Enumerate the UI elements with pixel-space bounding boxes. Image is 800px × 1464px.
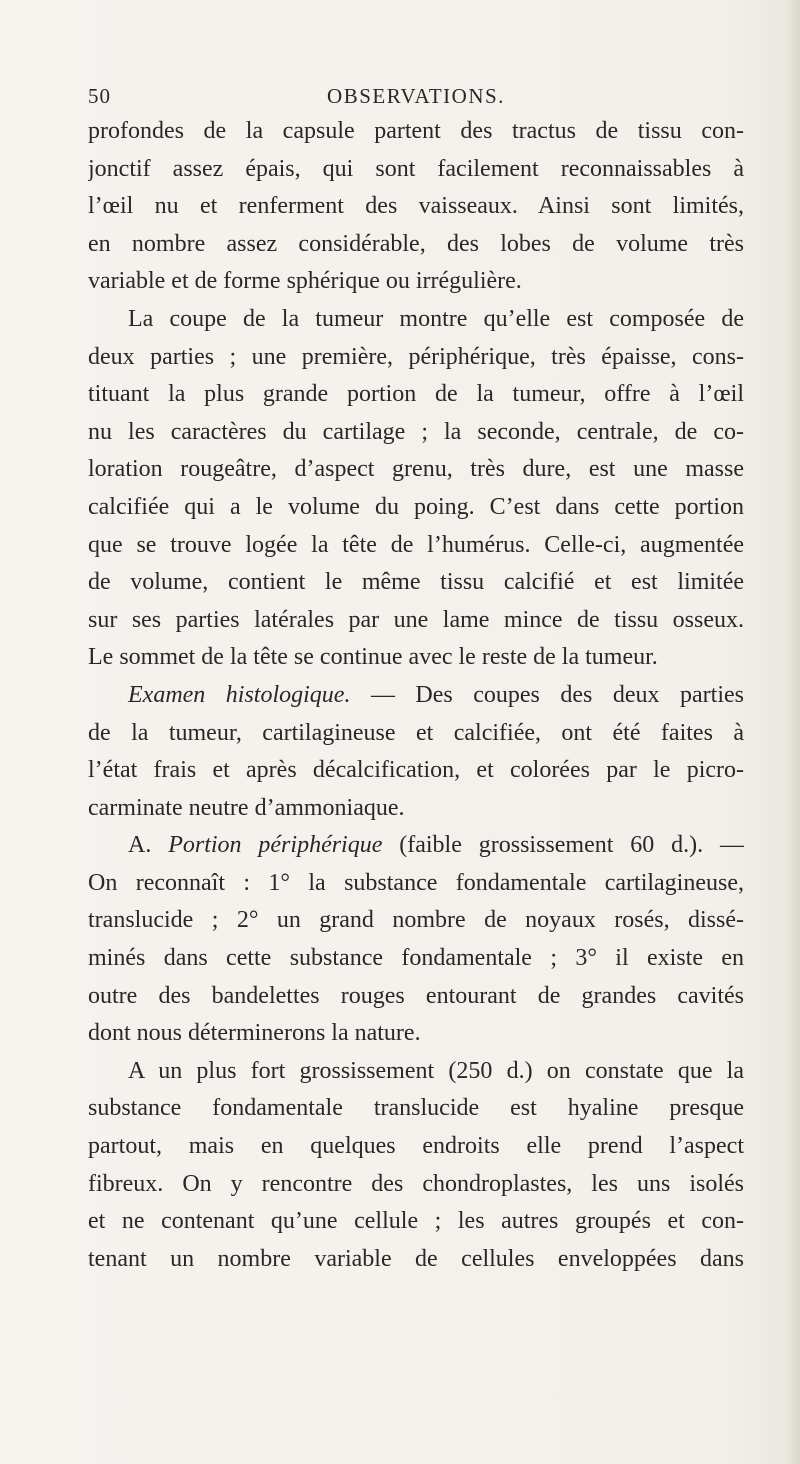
text-line: deux parties ; une première, périphérique, très épaisse, cons- <box>88 343 744 370</box>
text-line: minés dans cette substance fondamentale ; 3° il existe en <box>88 945 744 972</box>
text-line: en nombre assez considérable, des lobes de volume très <box>88 230 744 257</box>
text-line: profondes de la capsule partent des tractus de tissu con- <box>88 118 744 144</box>
text-line: Le sommet de la tête se continue avec le reste de la tumeur. <box>88 644 658 671</box>
text-line: fibreux. On y rencontre des chondroplastes, les uns isolés <box>88 1170 744 1197</box>
text-line: de la tumeur, cartilagineuse et calcifiée, ont été faites à <box>88 719 744 746</box>
page-edge-shadow <box>786 0 800 1464</box>
text-line: carminate neutre d’ammoniaque. <box>88 794 405 821</box>
text-line: substance fondamentale translucide est hyaline presque <box>88 1095 744 1122</box>
italic-heading: Portion périphérique <box>168 832 383 859</box>
text-line: loration rougeâtre, d’aspect grenu, très dure, est une masse <box>88 456 744 483</box>
text-line: jonctif assez épais, qui sont facilement reconnaissables à <box>88 155 744 182</box>
italic-heading: Examen histologique. <box>128 681 351 708</box>
text-line: variable et de forme sphérique ou irrégulière. <box>88 268 522 295</box>
text-line <box>88 827 744 865</box>
running-head <box>88 84 744 108</box>
text-line: sur ses parties latérales par une lame mince de tissu osseux. <box>88 606 744 633</box>
text-line: nu les caractères du cartilage ; la seconde, centrale, de co- <box>88 418 744 445</box>
page-number: 50 <box>88 84 111 108</box>
text-line: tituant la plus grande portion de la tumeur, offre à l’œil <box>88 381 744 408</box>
section-letter: A. <box>128 832 169 859</box>
body-text <box>88 113 744 1278</box>
text-line: partout, mais en quelques endroits elle prend l’aspect <box>88 1133 744 1160</box>
text-line: La coupe de la tumeur montre qu’elle est composée de <box>128 305 744 332</box>
text-line: l’état frais et après décalcification, et colorées par le picro- <box>88 757 744 784</box>
text-line: l’œil nu et renferment des vaisseaux. Ainsi sont limités, <box>88 193 744 220</box>
text-line: On reconnaît : 1° la substance fondamentale cartilagineuse, <box>88 869 744 896</box>
text-line: que se trouve logée la tête de l’humérus. Celle-ci, augmentée <box>88 531 744 558</box>
text-line: tenant un nombre variable de cellules enveloppées dans <box>88 1245 744 1272</box>
line-rest: — Des coupes des deux parties <box>350 681 744 708</box>
line-rest: (faible grossissement 60 d.). — <box>382 832 744 859</box>
text-line: calcifiée qui a le volume du poing. C’est dans cette portion <box>88 493 744 520</box>
text-line: outre des bandelettes rouges entourant de grandes cavités <box>88 982 744 1009</box>
text-line: translucide ; 2° un grand nombre de noyaux rosés, dissé- <box>88 907 744 934</box>
running-title: OBSERVATIONS. <box>327 84 505 108</box>
text-line <box>88 677 744 715</box>
text-line: dont nous déterminerons la nature. <box>88 1020 421 1047</box>
text-line: et ne contenant qu’une cellule ; les autres groupés et con- <box>88 1208 744 1235</box>
text-line: A un plus fort grossissement (250 d.) on constate que la <box>128 1057 744 1084</box>
text-line: de volume, contient le même tissu calcifié et est limitée <box>88 569 744 596</box>
